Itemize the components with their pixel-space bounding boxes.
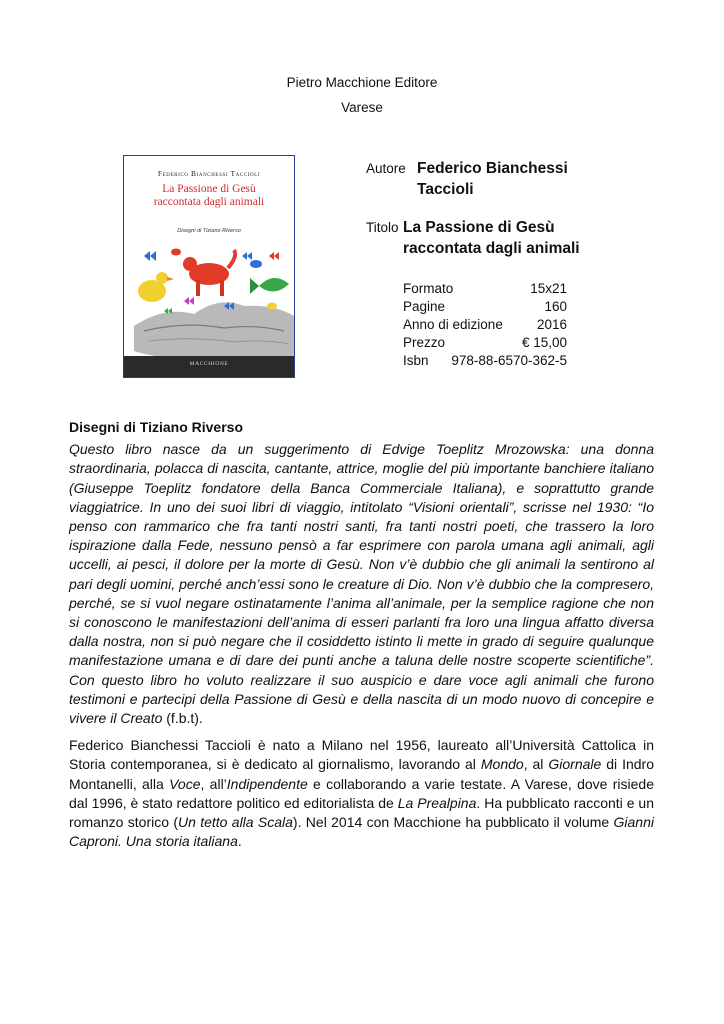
- quote-signature: (f.b.t).: [162, 710, 203, 727]
- spec-row: [403, 334, 567, 352]
- quote-text: Questo libro nasce da un suggerimento di Edvige Toeplitz Mrozowska: una donna straordinaria, polacca di nascita, cantante, attrice, moglie del più importante banchiere italiano (Giuseppe Toeplitz fondatore della Banca Commerciale Italiana), e soprattutto grande viaggiatrice. In uno dei suoi libri di viaggio, intitolato “Visioni orientali”, scrisse nel 1930: “Io penso con rammarico che fra tanti nostri santi, fra tanti nostri poeti, che trassero la loro ispirazione dalla Fede, nessuno pensò a far esprimere con parola umana agli animali, agli uccelli, ai pesci, il dolore per la morte di Gesù. Non v’è dubbio che gli animali la sentirono al pari degli uomini, perché anch’essi sono le creature di Dio. Non v’è dubbio che la compresero, perché, se si vuol negare ostinatamente l’anima all’animale, per la semplice ragione che non si conoscono le manifestazioni dell’anima di esseri parlanti fra loro una lingua affatto diversa dalla nostra, non si può negare che il cosiddetto istinto li mette in grado di seguire qualunque manifestazione umana e di dare dei punti anche a taluna delle nostre scoperte scientifiche”. Con questo libro ho voluto realizzare il suo auspicio e dare voce agli animali che furono testimoni e partecipi della Passione di Gesù e della nascita di un modo nuovo di concepire e vivere il Creato: [69, 441, 654, 727]
- bio-italic: Indipendente: [226, 775, 308, 792]
- cover-author: Federico Bianchessi Taccioli: [157, 169, 261, 178]
- bio-italic: Giornale: [548, 756, 602, 773]
- title-line1: La Passione di Gesù: [403, 219, 555, 236]
- book-cover: [123, 155, 295, 378]
- cover-publisher: MACCHIONE: [189, 361, 229, 367]
- spec-label: Anno di edizione: [403, 317, 503, 332]
- bio-text: ). Nel 2014 con Macchione ha pubblicato il volume: [292, 814, 614, 831]
- bio-text: . Ha pubblicato racconti e un romanzo storico (: [69, 794, 654, 831]
- title-label: Titolo: [366, 220, 399, 235]
- spec-label: Pagine: [403, 299, 446, 314]
- bio-text: di Indro Montanelli, alla: [69, 756, 654, 792]
- author-line1: Federico Bianchessi: [417, 160, 568, 177]
- specs-table: [403, 280, 567, 370]
- author-label: Autore: [366, 161, 406, 176]
- section-title: Disegni di Tiziano Riverso: [69, 419, 244, 435]
- spec-label: Formato: [403, 281, 454, 296]
- author-value: [417, 158, 597, 200]
- cover-title-line1: La Passione di Gesù: [162, 183, 256, 195]
- bio-text: Federico Bianchessi Taccioli è nato a Milano nel 1956, laureato all’Università Cattolica in Storia contemporanea, si è dedicato al giornalismo, lavorando al: [69, 737, 654, 773]
- publisher-city: Varese: [341, 100, 383, 115]
- bio-italic: Mondo: [480, 756, 524, 773]
- publisher-name: Pietro Macchione Editore: [286, 75, 438, 90]
- description-body: [69, 418, 654, 859]
- title-value: [403, 217, 603, 259]
- cover-title: [124, 183, 294, 208]
- bio-text: .: [237, 833, 242, 850]
- spec-value: 2016: [536, 317, 567, 332]
- spec-label: Isbn: [403, 353, 429, 368]
- spec-row: [403, 352, 567, 370]
- bio-text: , all’: [200, 775, 227, 792]
- cover-subtitle: Disegni di Tiziano Riverso: [177, 228, 241, 234]
- spec-value: 978-88-6570-362-5: [451, 353, 567, 368]
- bio-italic: Gianni Caproni. Una storia italiana: [69, 814, 654, 850]
- cover-title-line2: raccontata dagli animali: [153, 195, 265, 208]
- spec-value: € 15,00: [521, 335, 567, 350]
- author-line2: Taccioli: [417, 181, 474, 198]
- spec-row: [403, 298, 567, 316]
- quote-paragraph: [69, 440, 654, 728]
- title-line2: raccontata dagli animali: [403, 240, 580, 257]
- bio-text: e collaborando a varie testate. A Varese, dove risiede dal 1996, è stato redattore politico ed editorialista de: [69, 775, 655, 811]
- spec-row: [403, 316, 567, 334]
- spec-label: Prezzo: [403, 335, 446, 350]
- author-bio: [69, 736, 654, 851]
- bio-text: , al: [523, 756, 549, 773]
- publisher-header: [0, 70, 724, 120]
- spec-value: 15x21: [530, 281, 567, 296]
- bio-italic: La Prealpina: [397, 794, 477, 811]
- bio-italic: Voce: [169, 775, 201, 792]
- bio-italic: Un tetto alla Scala: [178, 814, 293, 831]
- spec-row: [403, 280, 567, 298]
- spec-value: 160: [544, 299, 567, 314]
